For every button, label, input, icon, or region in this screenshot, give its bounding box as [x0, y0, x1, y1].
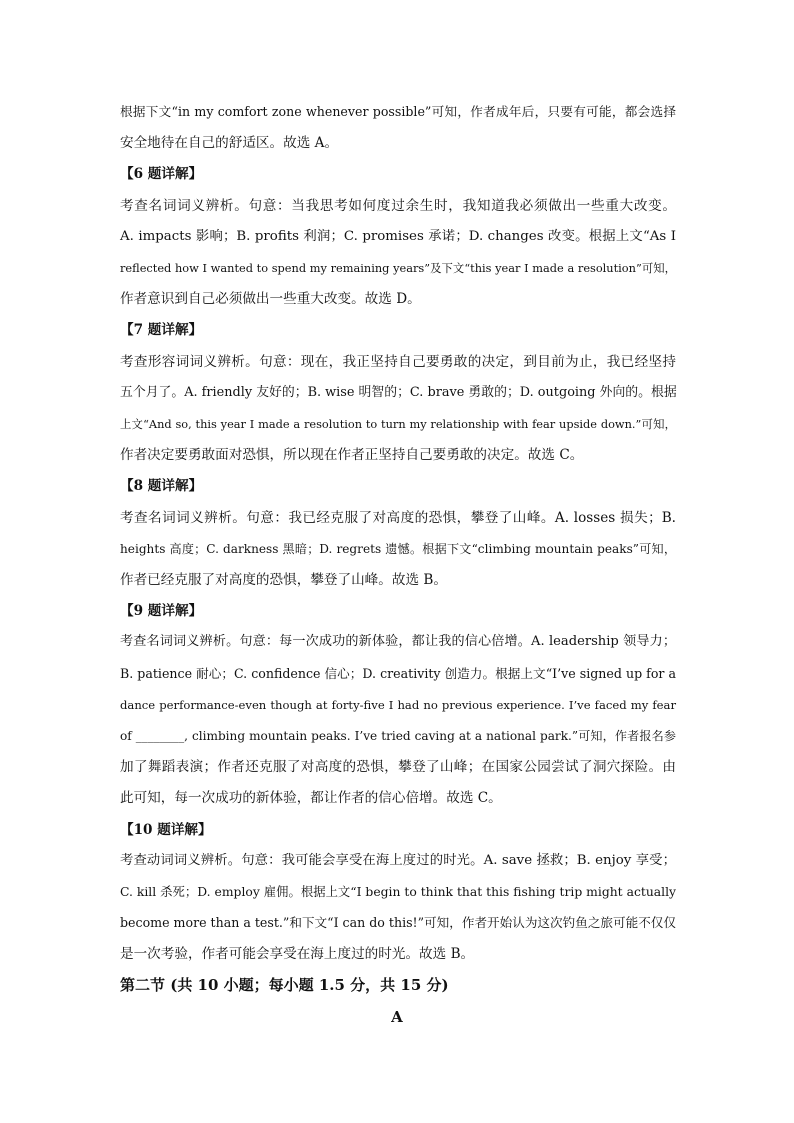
text-line: 作者决定要勇敢面对恐惧，所以现在作者正坚持自己要勇敢的决定。故选 C。 — [120, 447, 584, 463]
text-line: 作者意识到自己必须做出一些重大改变。故选 D。 — [120, 291, 421, 307]
question-heading-7: 【7 题详解】 — [120, 322, 203, 338]
text-line: heights 高度；C. darkness 黑暗；D. regrets 遗憾。根据下文“climbing mountain peaks”可知， — [120, 542, 676, 556]
text-line: 加了舞蹈表演；作者还克服了对高度的恐惧，攀登了山峰；在国家公园尝试了洞穴探险。由 — [120, 759, 676, 775]
text-line: 五个月了。A. friendly 友好的；B. wise 明智的；C. brave 勇敢的；D. outgoing 外向的。根据 — [120, 385, 677, 400]
text-line: 根据下文“in my comfort zone whenever possible”可知，作者成年后，只要有可能，都会选择 — [120, 104, 676, 119]
text-line: become more than a test.”和下文“I can do this!”可知，作者开始认为这次钓鱼之旅可能不仅仅 — [120, 915, 676, 930]
text-line: 考查动词词义辨析。句意：我可能会享受在海上度过的时光。A. save 拯救；B. enjoy 享受； — [120, 853, 676, 868]
text-line: 考查名词词义辨析。句意：当我思考如何度过余生时，我知道我必须做出一些重大改变。 — [120, 198, 676, 214]
question-heading-6: 【6 题详解】 — [120, 166, 203, 182]
section-title: 第二节 (共 10 小题；每小题 1.5 分，共 15 分) — [120, 976, 449, 994]
text-line: A. impacts 影响；B. profits 利润；C. promises 承诺；D. changes 改变。根据上文“As I — [120, 229, 676, 244]
text-line: 作者已经克服了对高度的恐惧，攀登了山峰。故选 B。 — [120, 572, 447, 588]
text-line: of ________, climbing mountain peaks. I’ve tried caving at a national park.”可知，作者报名参 — [120, 729, 676, 743]
question-heading-9: 【9 题详解】 — [120, 603, 203, 619]
text-line: C. kill 杀死；D. employ 雇佣。根据上文“I begin to think that this fishing trip might actually — [120, 885, 676, 899]
text-line: B. patience 耐心；C. confidence 信心；D. creativity 创造力。根据上文“I’ve signed up for a — [120, 666, 676, 681]
text-line: dance performance-even though at forty-five I had no previous experience. I’ve faced my fear — [120, 698, 676, 712]
text-line: 此可知，每一次成功的新体验，都让作者的信心倍增。故选 C。 — [120, 790, 502, 806]
text-line: 是一次考验，作者可能会享受在海上度过的时光。故选 B。 — [120, 946, 475, 962]
question-heading-10: 【10 题详解】 — [120, 822, 212, 838]
passage-label: A — [391, 1008, 403, 1026]
text-line: 上文“And so, this year I made a resolution to turn my relationship with fear upside down.”可知， — [120, 417, 676, 431]
text-line: 考查名词词义辨析。句意：每一次成功的新体验，都让我的信心倍增。A. leadership 领导力； — [120, 634, 676, 649]
text-line: 考查名词词义辨析。句意：我已经克服了对高度的恐惧，攀登了山峰。A. losses 损失；B. — [120, 510, 676, 526]
text-line: 考查形容词词义辨析。句意：现在，我正坚持自己要勇敢的决定，到目前为止，我已经坚持 — [120, 354, 676, 370]
question-heading-8: 【8 题详解】 — [120, 478, 203, 494]
text-line: 安全地待在自己的舒适区。故选 A。 — [120, 135, 339, 151]
text-line: reflected how I wanted to spend my remaining years”及下文“this year I made a resolution”可知， — [120, 261, 676, 275]
